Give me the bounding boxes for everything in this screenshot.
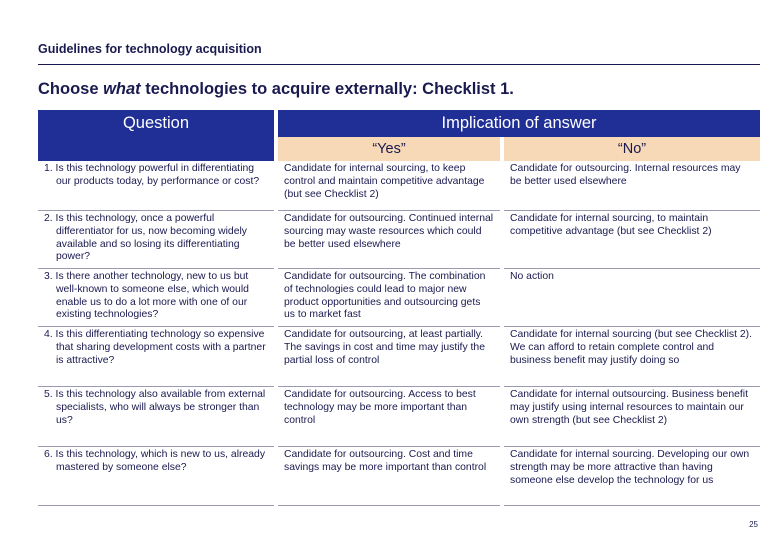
table-header-row	[38, 110, 760, 137]
checklist-table-container	[38, 110, 760, 506]
table-row	[38, 211, 760, 269]
question-cell: 6. Is this technology, which is new to us, already mastered by someone else?	[38, 447, 276, 506]
slide-title-prefix: Choose	[38, 80, 104, 98]
no-implication-cell: Candidate for internal sourcing (but see Checklist 2). We can afford to retain complete control and business benefit may justify doing so	[502, 327, 760, 387]
yes-implication-cell: Candidate for outsourcing. Cost and time savings may be more important than control	[276, 447, 502, 506]
table-row	[38, 327, 760, 387]
table-row	[38, 269, 760, 327]
question-cell: 1. Is this technology powerful in differentiating our products today, by performance or cost?	[38, 161, 276, 211]
question-column-header: Question	[38, 110, 276, 161]
yes-implication-cell: Candidate for outsourcing. Continued internal sourcing may waste resources which could be better used elsewhere	[276, 211, 502, 269]
checklist-table	[38, 110, 760, 506]
yes-implication-cell: Candidate for outsourcing. The combination of technologies could lead to major new product opportunities and outsourcing gets us to market fast	[276, 269, 502, 327]
question-cell: 3. Is there another technology, new to us but well-known to someone else, which would enable us to do a lot more with one of our existing technologies?	[38, 269, 276, 327]
yes-implication-cell: Candidate for outsourcing. Access to best technology may be more important than control	[276, 387, 502, 447]
yes-implication-cell: Candidate for outsourcing, at least partially. The savings in cost and time may justify the partial loss of control	[276, 327, 502, 387]
yes-column-header: “Yes”	[276, 137, 502, 161]
page-number: 25	[749, 520, 758, 529]
header-title: Guidelines for technology acquisition	[38, 42, 262, 56]
question-cell: 2. Is this technology, once a powerful differentiator for us, now becoming widely available and so losing its differentiating power?	[38, 211, 276, 269]
no-implication-cell: No action	[502, 269, 760, 327]
slide-title-suffix: technologies to acquire externally: Checklist 1.	[140, 80, 514, 98]
slide-title-emphasis: what	[103, 80, 141, 98]
no-implication-cell: Candidate for internal outsourcing. Business benefit may justify using internal resources to maintain our own strength (but see Checklist 2)	[502, 387, 760, 447]
header-divider	[38, 64, 760, 65]
no-implication-cell: Candidate for internal sourcing, to maintain competitive advantage (but see Checklist 2)	[502, 211, 760, 269]
question-cell: 5. Is this technology also available from external specialists, who will always be stronger than us?	[38, 387, 276, 447]
slide-title	[38, 80, 514, 99]
yes-implication-cell: Candidate for internal sourcing, to keep control and maintain competitive advantage (but see Checklist 2)	[276, 161, 502, 211]
no-implication-cell: Candidate for outsourcing. Internal resources may be better used elsewhere	[502, 161, 760, 211]
table-row	[38, 447, 760, 506]
implication-column-header: Implication of answer	[276, 110, 760, 137]
no-implication-cell: Candidate for internal sourcing. Developing our own strength may be more attractive than having someone else develop the technology for us	[502, 447, 760, 506]
question-cell: 4. Is this differentiating technology so expensive that sharing development costs with a partner is attractive?	[38, 327, 276, 387]
table-row	[38, 387, 760, 447]
no-column-header: “No”	[502, 137, 760, 161]
table-row	[38, 161, 760, 211]
